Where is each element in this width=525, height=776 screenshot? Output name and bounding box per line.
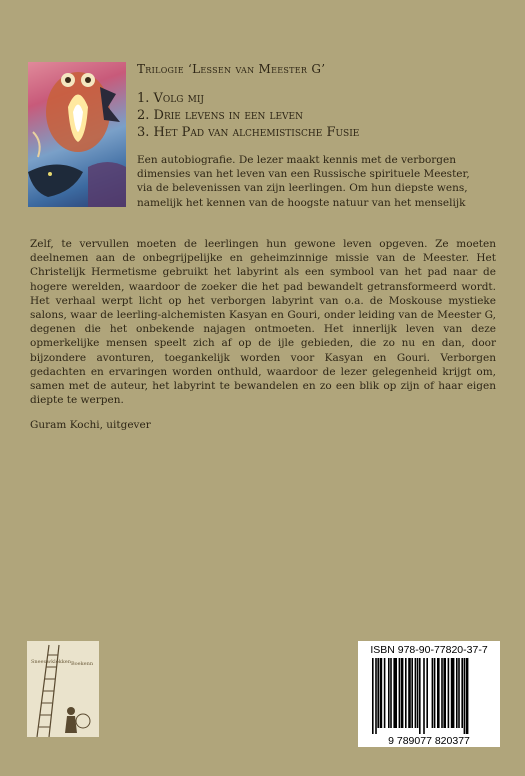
barcode-bar <box>372 658 374 734</box>
barcode-bar <box>375 658 377 734</box>
series-title: Trilogie ‘Lessen van Meester G’ <box>137 62 326 76</box>
barcode-bar <box>388 658 390 728</box>
barcode-bar <box>399 658 401 728</box>
isbn-label: ISBN 978-90-77820-37-7 <box>370 644 488 656</box>
barcode-digits: 9 789077 820377 <box>388 735 470 746</box>
logo-right-text: Boekenn <box>71 661 94 667</box>
barcode-bar <box>405 658 407 728</box>
publisher-credit: Guram Kochi, uitgever <box>30 419 151 431</box>
book-item: 1. Volg mij <box>137 91 204 106</box>
book-item: 2. Drie levens in een leven <box>137 108 303 123</box>
barcode-bar <box>456 658 458 728</box>
barcode-bar <box>377 658 379 728</box>
barcode-bar <box>464 658 466 734</box>
barcode-bar <box>426 658 428 728</box>
book-item: 3. Het Pad van alchemistische Fusie <box>137 125 360 140</box>
barcode-bar <box>451 658 455 728</box>
barcode-bar <box>384 658 386 728</box>
barcode-bar <box>390 658 392 728</box>
description-line: dimensies van het leven van een Russische spirituele Meester, <box>137 168 470 181</box>
book-list <box>137 90 359 141</box>
barcode-bar <box>466 658 469 734</box>
barcode-bar <box>415 658 417 728</box>
barcode-bar <box>419 658 421 734</box>
barcode-bar <box>443 658 446 728</box>
barcode-bar <box>448 658 450 728</box>
description-line: via de belevenissen van zijn leerlingen. Om hun diepste wens, <box>137 182 468 195</box>
publisher-logo <box>27 641 99 737</box>
barcode-bar <box>417 658 419 728</box>
barcode-bar <box>401 658 404 728</box>
barcode-bar <box>423 658 425 734</box>
barcode-bar <box>432 658 434 728</box>
description-intro <box>137 153 495 210</box>
owl-illustration <box>28 62 126 207</box>
barcode-bar <box>461 658 463 728</box>
barcode-bar <box>434 658 436 728</box>
description-line: Een autobiografie. De lezer maakt kennis met de verborgen <box>137 154 456 166</box>
barcode-bar <box>380 658 383 728</box>
logo-left-text: Sneeuwklokken <box>31 659 71 665</box>
barcode-bar <box>393 658 397 728</box>
barcode-bar <box>441 658 443 728</box>
description-body: Zelf, te vervullen moeten de leerlingen hun gewone leven opgeven. Ze moeten deelnemen aan de onbegrijpelijke en geheimzinnige missie van de Meester. Het Christelijk Hermetisme gebruikt het labyrint als een symbool van het pad naar de hogere werelden, waardoor de zoeker die het pad bewandelt getransformeerd wordt. Het verhaal werpt licht op het verborgen labyrint van o.a. de Moskouse mystieke salons, waar de leerling-alchemisten Kasyan en Gouri, onder leiding van de Meester G, degenen die het onbekende najagen ontmoeten. Het innerlijk leven van deze opmerkelijke mensen speelt zich af op de ijle gebieden, die zo nu en dan, door bijzondere avonturen, toegankelijk worden voor Kasyan en Gouri. Verborgen gedachten en ervaringen worden onthuld, waardoor de lezer gelegenheid krijgt om, samen met de auteur, het labyrint te bewandelen en zo een blik op zijn of haar eigen diepte te werpen. <box>30 238 496 407</box>
barcode-bar <box>458 658 460 728</box>
isbn-barcode-box <box>358 641 500 747</box>
cover-illustration <box>28 62 126 207</box>
barcode-bar <box>408 658 411 728</box>
barcode-bar <box>411 658 413 728</box>
ladder-illustration <box>27 641 99 737</box>
barcode <box>366 658 492 746</box>
barcode-bar <box>437 658 440 728</box>
description-line: namelijk het kennen van de hoogste natuur van het menselijk <box>137 196 466 209</box>
